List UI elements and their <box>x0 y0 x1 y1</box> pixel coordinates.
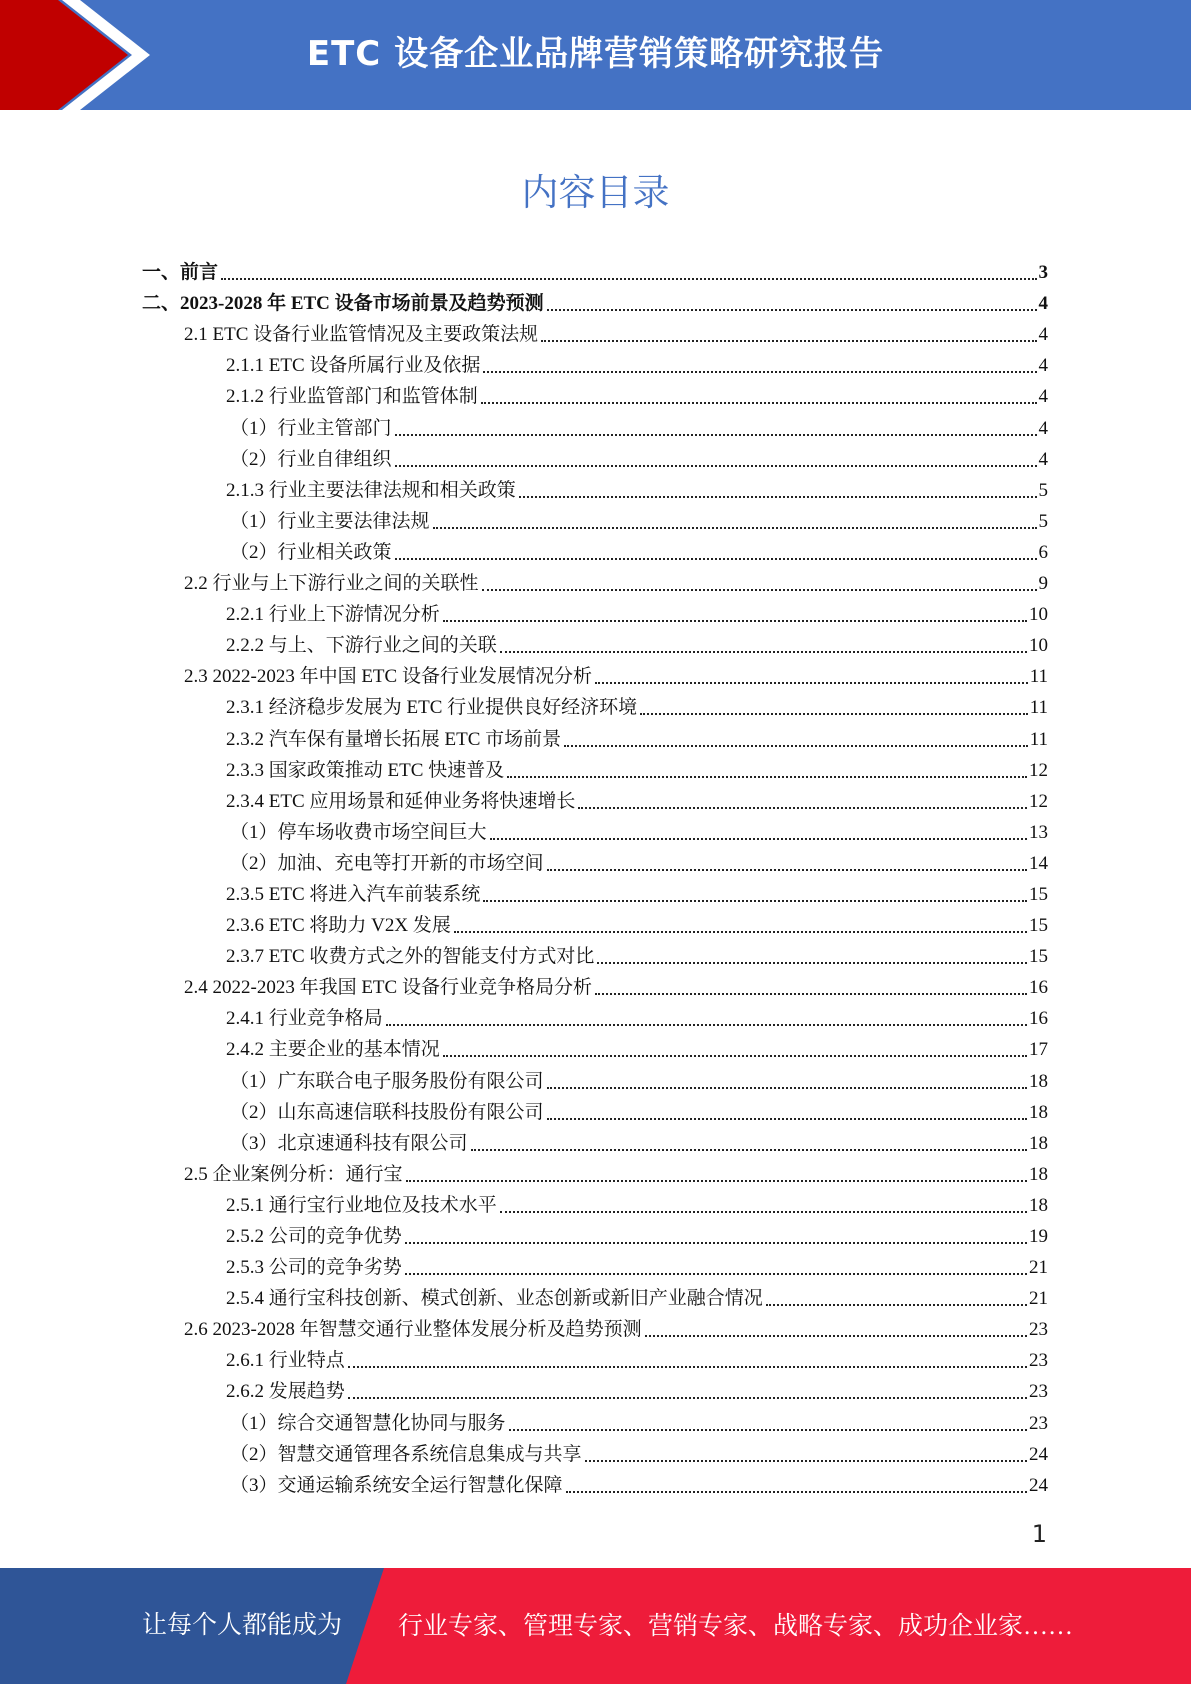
footer-slogan-right: 行业专家、管理专家、营销专家、战略专家、成功企业家…… <box>398 1613 1074 1640</box>
toc-entry-title: （1）综合交通智慧化协同与服务 <box>230 1412 506 1434</box>
toc-entry[interactable] <box>142 813 1048 844</box>
toc-entry-page: 11 <box>1029 697 1048 719</box>
toc-entry[interactable] <box>142 968 1048 999</box>
toc-entry-page: 18 <box>1029 1194 1048 1216</box>
toc-entry[interactable] <box>142 1341 1048 1372</box>
toc-entry[interactable] <box>142 1093 1048 1124</box>
toc-leader-dots <box>766 1304 1027 1306</box>
toc-entry-title: （1）行业主管部门 <box>230 417 392 439</box>
page-number: 1 <box>1031 1520 1047 1548</box>
toc-leader-dots <box>500 651 1027 653</box>
toc-leader-dots <box>395 465 1037 467</box>
toc-entry-page: 19 <box>1029 1226 1048 1247</box>
toc-entry-title: 2.3.5 ETC 将进入汽车前装系统 <box>226 883 481 905</box>
toc-leader-dots <box>483 900 1027 902</box>
toc-entry[interactable] <box>142 844 1048 875</box>
toc-entry[interactable] <box>142 440 1048 471</box>
toc-leader-dots <box>507 776 1027 778</box>
toc-entry-page: 17 <box>1029 1039 1048 1061</box>
toc-entry-page: 4 <box>1038 386 1048 408</box>
toc-entry-title: 2.3.6 ETC 将助力 V2X 发展 <box>226 915 451 937</box>
toc-leader-dots <box>443 1055 1027 1057</box>
toc-entry-title: 2.3.3 国家政策推动 ETC 快速普及 <box>226 759 505 781</box>
toc-entry[interactable] <box>142 1279 1048 1310</box>
toc-entry-title: 2.3.4 ETC 应用场景和延伸业务将快速增长 <box>226 790 576 812</box>
toc-entry-title: （2）行业相关政策 <box>230 541 392 563</box>
toc-leader-dots <box>395 558 1037 560</box>
toc-entry-page: 23 <box>1029 1412 1048 1434</box>
toc-entry-title: （3）北京速通科技有限公司 <box>230 1132 468 1154</box>
toc-entry[interactable] <box>142 315 1048 346</box>
toc-entry-title: 一、前言 <box>142 262 219 284</box>
toc-leader-dots <box>541 340 1036 342</box>
toc-entry[interactable] <box>142 1466 1048 1497</box>
toc-entry-page: 12 <box>1029 759 1048 781</box>
toc-entry-page: 3 <box>1038 262 1048 284</box>
toc-leader-dots <box>348 1397 1027 1399</box>
toc-leader-dots <box>509 1429 1027 1431</box>
toc-entry[interactable] <box>142 1155 1048 1186</box>
toc-entry-title: 2.4 2022-2023 年我国 ETC 设备行业竞争格局分析 <box>184 977 592 999</box>
toc-entry-page: 21 <box>1029 1288 1048 1310</box>
toc-leader-dots <box>500 1211 1027 1213</box>
table-of-contents <box>142 253 1048 1497</box>
toc-entry[interactable] <box>142 906 1048 937</box>
toc-leader-dots <box>566 1491 1027 1493</box>
toc-entry[interactable] <box>142 657 1048 688</box>
toc-entry[interactable] <box>142 875 1048 906</box>
toc-entry-title: （1）行业主要法律法规 <box>230 510 430 532</box>
report-header <box>0 0 1191 110</box>
toc-entry-page: 10 <box>1029 604 1048 626</box>
toc-entry-page: 4 <box>1038 448 1048 470</box>
toc-entry[interactable] <box>142 564 1048 595</box>
toc-entry[interactable] <box>142 719 1048 750</box>
toc-entry[interactable] <box>142 1186 1048 1217</box>
toc-entry-page: 18 <box>1029 1163 1048 1185</box>
toc-entry-title: 2.6.2 发展趋势 <box>226 1381 345 1403</box>
toc-leader-dots <box>482 589 1037 591</box>
toc-entry-page: 18 <box>1029 1101 1048 1123</box>
toc-entry-title: 2.5.4 通行宝科技创新、模式创新、业态创新或新旧产业融合情况 <box>226 1288 763 1310</box>
toc-leader-dots <box>585 1460 1027 1462</box>
toc-entry-title: 二、2023-2028 年 ETC 设备市场前景及趋势预测 <box>142 293 544 315</box>
toc-leader-dots <box>348 1366 1027 1368</box>
toc-entry-page: 15 <box>1029 915 1048 937</box>
toc-entry-title: （1）停车场收费市场空间巨大 <box>230 821 487 843</box>
toc-leader-dots <box>640 713 1028 715</box>
toc-entry[interactable] <box>142 595 1048 626</box>
toc-entry-title: 2.2.1 行业上下游情况分析 <box>226 604 440 626</box>
toc-leader-dots <box>490 838 1027 840</box>
toc-entry[interactable] <box>142 377 1048 408</box>
toc-entry-title: （1）广东联合电子服务股份有限公司 <box>230 1070 544 1092</box>
toc-leader-dots <box>405 1242 1027 1244</box>
toc-entry[interactable] <box>142 1403 1048 1434</box>
toc-entry-page: 15 <box>1029 946 1048 968</box>
toc-entry-page: 5 <box>1038 479 1048 501</box>
toc-entry-title: 2.5 企业案例分析：通行宝 <box>184 1163 403 1185</box>
toc-leader-dots <box>564 745 1028 747</box>
toc-entry-page: 5 <box>1038 510 1048 532</box>
toc-leader-dots <box>454 931 1027 933</box>
toc-leader-dots <box>433 527 1037 529</box>
toc-leader-dots <box>547 309 1037 311</box>
toc-entry-title: 2.3.1 经济稳步发展为 ETC 行业提供良好经济环境 <box>226 697 638 719</box>
toc-entry-title: 2.2 行业与上下游行业之间的关联性 <box>184 573 479 595</box>
toc-leader-dots <box>645 1335 1027 1337</box>
footer-slogan-left: 让每个人都能成为 <box>142 1612 343 1639</box>
toc-leader-dots <box>578 807 1027 809</box>
toc-entry-page: 18 <box>1029 1070 1048 1092</box>
toc-leader-dots <box>395 434 1037 436</box>
toc-entry-title: 2.4.2 主要企业的基本情况 <box>226 1039 440 1061</box>
toc-entry[interactable] <box>142 937 1048 968</box>
toc-leader-dots <box>547 869 1027 871</box>
toc-leader-dots <box>597 962 1027 964</box>
toc-entry[interactable] <box>142 408 1048 439</box>
toc-entry-title: 2.2.2 与上、下游行业之间的关联 <box>226 635 497 657</box>
toc-leader-dots <box>406 1180 1027 1182</box>
toc-entry-page: 4 <box>1038 324 1048 346</box>
toc-entry[interactable] <box>142 471 1048 502</box>
toc-entry-page: 6 <box>1038 541 1048 563</box>
toc-entry-title: 2.1.1 ETC 设备所属行业及依据 <box>226 355 481 377</box>
toc-entry-page: 16 <box>1029 1008 1048 1030</box>
toc-leader-dots <box>547 1118 1027 1120</box>
toc-entry[interactable] <box>142 782 1048 813</box>
toc-entry-title: 2.4.1 行业竞争格局 <box>226 1008 383 1030</box>
toc-entry-title: （2）山东高速信联科技股份有限公司 <box>230 1101 544 1123</box>
toc-leader-dots <box>547 1087 1027 1089</box>
toc-entry-title: 2.3 2022-2023 年中国 ETC 设备行业发展情况分析 <box>184 666 592 688</box>
toc-entry-title: 2.5.2 公司的竞争优势 <box>226 1226 402 1247</box>
toc-entry-page: 4 <box>1038 417 1048 439</box>
footer-banner <box>0 1568 1191 1684</box>
toc-entry[interactable] <box>142 1435 1048 1466</box>
toc-entry[interactable] <box>142 253 1048 284</box>
toc-leader-dots <box>519 496 1037 498</box>
toc-entry[interactable] <box>142 502 1048 533</box>
toc-entry[interactable] <box>142 1061 1048 1092</box>
toc-entry[interactable] <box>142 346 1048 377</box>
toc-entry[interactable] <box>142 626 1048 657</box>
toc-entry-page: 4 <box>1038 293 1048 315</box>
toc-leader-dots <box>471 1149 1027 1151</box>
toc-entry-page: 23 <box>1029 1381 1048 1403</box>
toc-leader-dots <box>481 402 1037 404</box>
toc-entry-title: 2.5.1 通行宝行业地位及技术水平 <box>226 1194 497 1216</box>
toc-entry-page: 14 <box>1029 852 1048 874</box>
toc-entry-page: 24 <box>1029 1443 1048 1465</box>
toc-entry-title: （3）交通运输系统安全运行智慧化保障 <box>230 1474 563 1496</box>
toc-entry-page: 11 <box>1029 728 1048 750</box>
toc-entry-page: 9 <box>1038 573 1048 595</box>
toc-leader-dots <box>595 993 1027 995</box>
toc-leader-dots <box>595 682 1028 684</box>
toc-leader-dots <box>483 371 1036 373</box>
toc-entry-page: 16 <box>1029 977 1048 999</box>
toc-entry-page: 23 <box>1029 1350 1048 1372</box>
toc-entry-page: 18 <box>1029 1132 1048 1154</box>
toc-entry-page: 4 <box>1038 355 1048 377</box>
toc-entry-title: 2.3.2 汽车保有量增长拓展 ETC 市场前景 <box>226 728 562 750</box>
toc-entry-page: 10 <box>1029 635 1048 657</box>
toc-leader-dots <box>386 1024 1027 1026</box>
toc-entry-title: 2.6 2023-2028 年智慧交通行业整体发展分析及趋势预测 <box>184 1319 642 1341</box>
toc-entry-page: 23 <box>1029 1319 1048 1341</box>
toc-entry[interactable] <box>142 1217 1048 1248</box>
toc-entry-page: 24 <box>1029 1474 1048 1496</box>
toc-entry-page: 13 <box>1029 821 1048 843</box>
red-chevron-icon <box>0 0 160 110</box>
toc-entry[interactable] <box>142 1030 1048 1061</box>
toc-entry[interactable] <box>142 1248 1048 1279</box>
toc-entry-title: （2）智慧交通管理各系统信息集成与共享 <box>230 1443 582 1465</box>
toc-entry[interactable] <box>142 1310 1048 1341</box>
toc-entry-title: 2.5.3 公司的竞争劣势 <box>226 1257 402 1279</box>
toc-entry-title: 2.1.3 行业主要法律法规和相关政策 <box>226 479 516 501</box>
toc-leader-dots <box>405 1273 1027 1275</box>
toc-heading: 内容目录 <box>521 171 670 214</box>
toc-entry-page: 11 <box>1029 666 1048 688</box>
toc-leader-dots <box>443 620 1027 622</box>
toc-entry-page: 21 <box>1029 1257 1048 1279</box>
toc-entry-page: 12 <box>1029 790 1048 812</box>
toc-entry[interactable] <box>142 999 1048 1030</box>
toc-entry[interactable] <box>142 688 1048 719</box>
toc-entry-title: 2.1 ETC 设备行业监管情况及主要政策法规 <box>184 324 539 346</box>
toc-entry[interactable] <box>142 1372 1048 1403</box>
toc-entry-title: 2.1.2 行业监管部门和监管体制 <box>226 386 478 408</box>
toc-entry-page: 15 <box>1029 883 1048 905</box>
toc-entry-title: 2.3.7 ETC 收费方式之外的智能支付方式对比 <box>226 946 595 968</box>
toc-entry[interactable] <box>142 533 1048 564</box>
report-title: ETC 设备企业品牌营销策略研究报告 <box>306 34 885 74</box>
toc-leader-dots <box>221 278 1036 280</box>
toc-entry-title: （2）行业自律组织 <box>230 448 392 470</box>
toc-entry-title: 2.6.1 行业特点 <box>226 1350 345 1372</box>
toc-entry[interactable] <box>142 1124 1048 1155</box>
toc-entry-title: （2）加油、充电等打开新的市场空间 <box>230 852 544 874</box>
toc-entry[interactable] <box>142 751 1048 782</box>
toc-entry[interactable] <box>142 284 1048 315</box>
